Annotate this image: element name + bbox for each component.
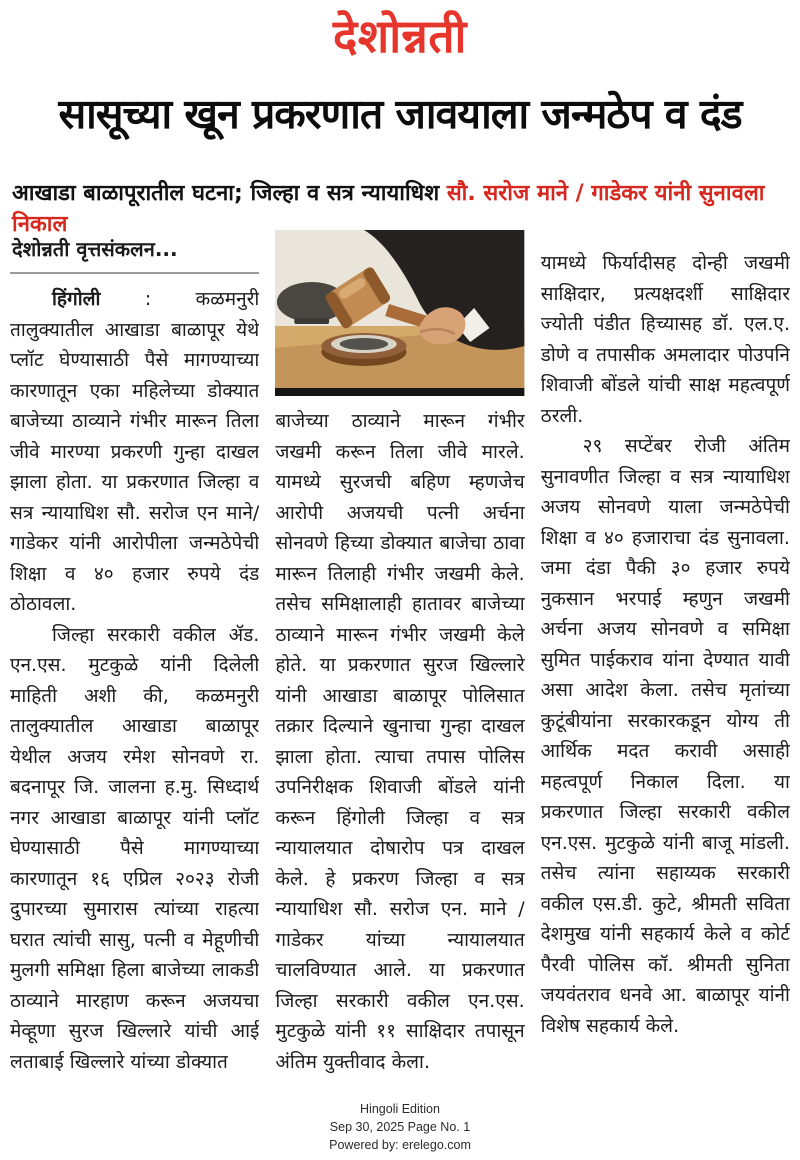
photo-container [275, 230, 524, 396]
article-column-1 [10, 228, 259, 1108]
headline: सासूच्या खून प्रकरणात जावयाला जन्मठेप व दंड [58, 90, 742, 138]
subheadline-highlight: सौ. सरोज माने / गाडेकर यांनी सुनावला निकाल [12, 181, 765, 237]
footer-powered-by: Powered by: erelego.com [329, 1137, 471, 1152]
background-object [295, 318, 330, 324]
article-paragraph: २९ सप्टेंबर रोजी अंतिम सुनावणीत जिल्हा व सत्र न्यायाधिश अजय सोनवणे याला जन्मठेपेची शिक्षा व ४० हजाराचा दंड सुनावला. जमा दंडा पैकी ३० हजार रुपये नुकसान भरपाई म्हणुन जखमी अर्चना अजय सोनवणे व समिक्षा सुमित पाईकराव यांना देण्यात यावी असा आदेश केला. तसेच मृतांच्या कुटूंबीयांना सरकारकडून योग्य ती आर्थिक मदत करावी असाही महत्वपूर्ण निकाल दिला. या प्रकरणात जिल्हा सरकारी वकील एन.एस. मुटकुळे यांनी बाजू मांडली. तसेच त्यांना सहाय्यक सरकारी वकील एस.डी. कुटे, श्रीमती सविता देशमुख यांनी सहकार्य केले व कोर्ट पैरवी पोलिस कॉ. श्रीमती सुनिता जयवंतराव धनवे आ. बाळापूर यांनी विशेष सहकार्य केले. [540, 435, 790, 1037]
article-body [10, 228, 790, 1108]
masthead-title: देशोन्नती [333, 9, 467, 63]
article-paragraph: जिल्हा सरकारी वकील ॲड. एन.एस. मुटकुळे यांनी दिलेली माहिती अशी की, कळमनुरी तालुक्यातील आखाडा बाळापूर येथील अजय रमेश सोनवणे रा. बदनापूर जि. जालना ह.मु. सिध्दार्थ नगर आखाडा बाळापूर यांनी प्लॉट घेण्यासाठी पैसे मागण्याच्या कारणातून १६ एप्रिल २०२३ रोजी दुपारच्या सुमारास त्यांच्या राहत्या घरात त्यांची सासु, पत्नी व मेहूणीची मुलगी समिक्षा हिला बाजेच्या लाकडी ठाव्याने मारहाण करून अजयचा मेव्हूणा सुरज खिल्लारे यांची आई लताबाई खिल्लारे यांच्या डोक्यात [10, 623, 260, 1073]
footer-edition: Hingoli Edition [360, 1101, 440, 1116]
article-paragraph [10, 284, 259, 620]
byline-rule [10, 272, 259, 274]
page-footer [0, 1100, 800, 1154]
dateline: हिंगोली [52, 288, 101, 310]
article-column-2 [275, 228, 524, 1108]
paragraph-text: : कळमनुरी तालुक्यातील आखाडा बाळापूर येथे प्लॉट घेण्यासाठी पैसे मागण्याच्या कारणातून एका महिलेच्या डोक्यात बाजेच्या ठाव्याने गंभीर मारून तिला जीवे मारण्या प्रकरणी गुन्हा दाखल झाला होता. या प्रकरणात जिल्हा व सत्र न्यायाधिश सौ. सरोज एन माने/ गाडेकर यांनी आरोपीला जन्मठेपेची शिक्षा व ४० हजार रुपये दंड ठोठावला. [10, 288, 260, 615]
article-paragraph: यामध्ये फिर्यादीसह दोन्ही जखमी साक्षिदार, प्रत्यक्षदर्शी साक्षिदार ज्योती पंडीत हिच्यासह डॉ. एल.ए. डोणे व तपासीक अमलादार पोउपनि शिवाजी बोंडले यांची साक्ष महत्वपूर्ण ठरली. [540, 252, 790, 427]
court-gavel-photo [275, 230, 524, 396]
footer-date-page: Sep 30, 2025 Page No. 1 [329, 1119, 471, 1134]
photo-bottom-strip [275, 388, 524, 396]
article-paragraph: बाजेच्या ठाव्याने मारून गंभीर जखमी करून तिला जीवे मारले. यामध्ये सुरजची बहिण म्हणजेच आरोपी अजयची पत्नी अर्चना सोनवणे हिच्या डोक्यात बाजेचा ठावा मारून तिलाही गंभीर जखमी केले. तसेच समिक्षालाही हातावर बाजेच्या ठाव्याने मारून गंभीर जखमी केले होते. या प्रकरणात सुरज खिल्लारे यांनी आखाडा बाळापूर पोलिसात तक्रार दिल्याने खुनाचा गुन्हा दाखल झाला होता. त्याचा तपास पोलिस उपनिरीक्षक शिवाजी बोंडले यांनी करून हिंगोली जिल्हा व सत्र न्यायालयात दोषारोप पत्र दाखल केले. हे प्रकरण जिल्हा व सत्र न्यायाधिश सौ. सरोज एन. माने / गाडेकर यांच्या न्यायालयात चालविण्यात आले. या प्रकरणात जिल्हा सरकारी वकील एन.एस. मुटकुळे यांनी ११ साक्षिदार तपासून अंतिम युक्तीवाद केला. [275, 410, 525, 1073]
sound-block-center [340, 338, 388, 350]
article-column-3 [541, 228, 790, 1108]
subheadline-prefix: आखाडा बाळापूरातील घटना; जिल्हा व सत्र न्यायाधिश [12, 181, 447, 206]
byline: देशोन्नती वृत्तसंकलन... [12, 237, 178, 261]
